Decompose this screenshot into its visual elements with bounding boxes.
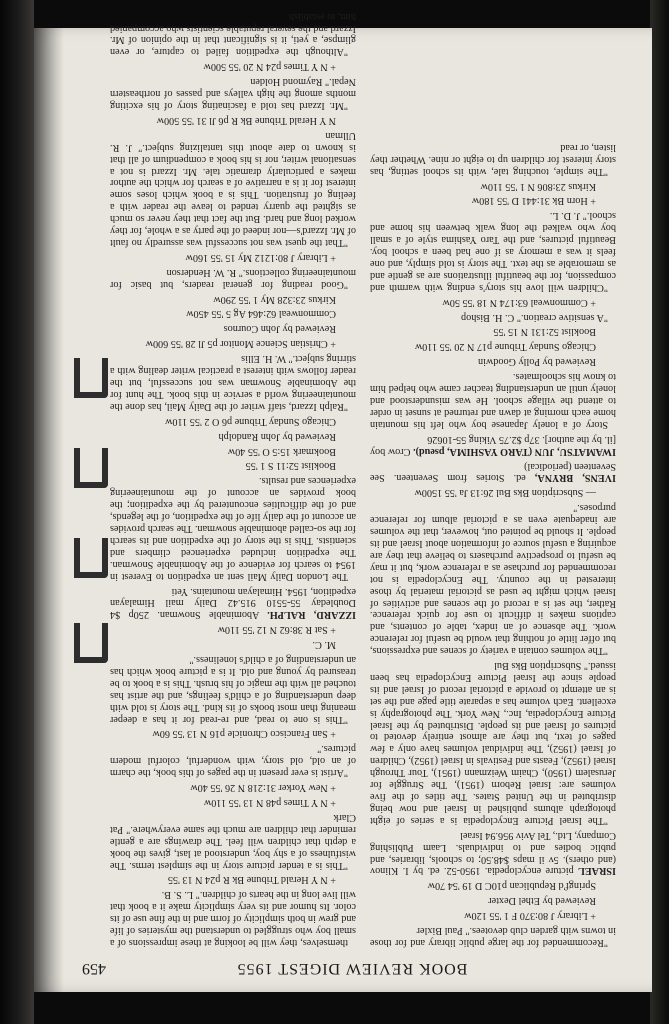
entry-text: Springf'd Republican p10C D 19 '54 70w — [427, 880, 596, 892]
entry-text: "A sensitive creation." C. H. Bishop — [461, 311, 608, 323]
entry-text: + Christian Science Monitor p5 Jl 28 '55 600w — [145, 338, 336, 350]
entry-text: "That the quest was not successful was assuredly no fault of Mr. Izzard's—nor indeed of the party as a whole, for they worked long and hard. But the fact that they never so much as sighted the quarry tended to leave the reader with a feeling of frustration. This is a book which loses some interest for it is a narrative of a search for which the author makes a particularly dramatic tale. Mr. Izzard is not a sensational writer, nor is his book a compendium of all that is known to date about this tantalizing subject." J. R. Ullman — [110, 129, 356, 248]
binding-clip-mark — [74, 538, 108, 578]
review-source — [110, 430, 356, 442]
review-source — [370, 180, 616, 192]
entry-text: M. C. — [312, 639, 336, 651]
review-source — [110, 415, 356, 427]
entry-heading: ISRAEL — [578, 865, 616, 877]
page-number: 459 — [82, 960, 106, 977]
entry-text: + Horn Bk 31:441 D '55 180w — [471, 195, 596, 207]
review-excerpt — [370, 141, 616, 177]
entry-text: + Library J 80:1212 My 15 '55 160w — [185, 251, 336, 263]
entry-text: The London Daily Mail sent an expedition to Everest in 1954 to search for evidence of the Abominable Snowman. The expedition included experienced climbers and scientists. This is the story of the expedition and its search for the so-called abominable snowman. The search provides an account of the daily life of the expedition, of the legends, and of the difficulties encountered by the expedition; the book provides an account of the mountaineering experiences and results. — [110, 475, 356, 582]
binding-clip-mark — [74, 623, 108, 663]
entry-text: Reviewed by John Cournos — [223, 323, 336, 335]
review-excerpt — [110, 811, 356, 871]
left-column — [370, 48, 616, 948]
entry-text: "The volumes contain a variety of scenes and expressions, but offer little of nothing that would be useful for reference work. The absence of an index, table of contents, and captions makes it difficult to use for quick reference. Rather, the set is a record of the scenes and activities of Israel which might be used as pictorial material by those interested in the country. The Encyclopedia is not recommended for purchase as a reference work, but it may be useful to prospective purchasers to believe that they are acquiring a useful source of information about Israel and its people. It should be pointed out, however, that the volumes are inadequate even as a pictorial album for reference purposes." — [370, 502, 616, 657]
review-source — [370, 879, 616, 891]
entry-text: Chicago Sunday Tribune p6 O 2 '55 110w — [165, 415, 336, 427]
review-source — [110, 60, 356, 72]
review-source — [110, 460, 356, 472]
book-entry — [370, 433, 616, 457]
review-source — [110, 638, 356, 650]
entry-text: ed. Stories from Seventeen. See Seventeen (periodical) — [370, 460, 616, 484]
review-source — [370, 195, 616, 207]
entry-heading: IVENS, BRYNA, — [534, 472, 616, 484]
book-entry — [370, 829, 616, 877]
review-source — [110, 796, 356, 808]
entry-text: Chicago Sunday Tribune p17 N 20 '55 110w — [414, 341, 596, 353]
margin-marks — [74, 28, 134, 992]
review-source — [110, 623, 356, 635]
review-excerpt — [110, 743, 356, 779]
entry-text: Abominable Snowman. 250p $4 Doubleday 55-5510 915.42 Daily mail Himalayan expedition, 1954. Himalayan mountains. Yeti — [110, 585, 356, 621]
review-source — [370, 909, 616, 921]
entry-text: "Artist is ever present in the pages of this book, the charm of an old, old story, with wonderful, colorful modern pictures." — [110, 743, 356, 779]
review-excerpt — [110, 653, 356, 724]
review-source — [110, 445, 356, 457]
review-excerpt — [370, 659, 616, 826]
review-source — [370, 355, 616, 367]
scan-edge — [650, 0, 669, 1024]
entry-text: + N Y Herald Tribune Bk R p24 N 13 '55 — [167, 874, 336, 886]
review-source — [110, 323, 356, 335]
book-page — [34, 10, 652, 992]
review-source — [110, 114, 356, 126]
book-entry — [370, 460, 616, 484]
review-excerpt — [110, 75, 356, 111]
right-column — [110, 10, 356, 948]
review-source — [370, 894, 616, 906]
page-header — [82, 956, 622, 980]
review-source — [110, 874, 356, 886]
review-source — [110, 308, 356, 320]
entry-text: "Ralph Izzard, staff writer of the Daily Mail, has done the mountaineering world a service in this book. The hunt for the Abominable Snowman was not successful, but the reader follows with interest a practical writer dealing with a stirring subject." W. H. Ellis — [110, 353, 356, 412]
review-source — [110, 251, 356, 263]
entry-text: picture encyclopedia. 1950-52. ed. by I. Klinov (and others). 5v il maps $48.50; to schools, libraries, and public bodies and to individuals. Laam Publishing Company, Ltd., Tel Aviv 956.94 Israel — [370, 829, 616, 877]
entry-text: N Y Herald Tribune Bk R p6 Jl 31 '55 500w — [156, 114, 336, 126]
entry-text: "Recommended for the large public library and for those in towns with garden club devotees." Paul Bixler — [370, 925, 616, 948]
binding-clip-mark — [74, 448, 108, 488]
review-excerpt — [110, 888, 356, 948]
entry-text: + N Y Times p48 N 13 '55 110w — [203, 797, 336, 809]
entry-text: + New Yorker 31:218 N 26 '55 40w — [190, 782, 336, 794]
entry-text: "This is one to read, and re-read for it has a deeper meaning than most books of its kind. The story is told with deep understanding of a child's feelings, and the artist has touched all with the magic of his brush. This is a book to be treasured by young and old. It is a picture book which has an understanding of a child's loneliness." — [110, 654, 356, 725]
entry-heading: IZZARD, RALPH. — [267, 609, 356, 621]
review-source — [110, 293, 356, 305]
entry-text: themselves, they will be looking at these impressions of a small boy who struggled to understand the mysteries of life and grew in both simplicity of form and in the fine use of its color. Its humor and its very simplicity make it a book that will live long in the hearts of children." L. S. B. — [110, 889, 356, 948]
review-source — [370, 326, 616, 338]
book-binding-shadow — [0, 0, 34, 1024]
review-excerpt — [370, 370, 616, 430]
review-source — [110, 728, 356, 740]
entry-text: Story of a lonely Japanese boy who left his mountain home each morning at dawn and returned at sunset in order to attend the village school. He was misunderstood and lonely until an understanding teacher came who helped him to know his schoolmates. — [370, 371, 616, 430]
review-excerpt — [110, 129, 356, 248]
entry-text: Reviewed by Polly Goodwin — [478, 356, 596, 368]
review-excerpt — [370, 501, 616, 656]
entry-text: Reviewed by Ethel Dexter — [488, 895, 596, 907]
review-source — [370, 486, 616, 498]
entry-heading: IWAMATSU, JUN (TARO YASHIMA, pseud). — [413, 445, 616, 457]
review-excerpt — [110, 10, 356, 58]
entry-text: Booklist 52:131 N 15 '55 — [493, 326, 596, 338]
entry-text: Booklist 52:11 S 1 '55 — [245, 460, 336, 472]
review-excerpt — [110, 266, 356, 290]
entry-text: "Mr. Izzard has told a fascinating story of his exciting months among the high valleys and passes of northeastern Nepal." Raymond Holden — [110, 76, 356, 111]
entry-text: Reviewed by John Randolph — [218, 430, 336, 442]
entry-text: + Sat R 38:62 N 12 '55 110w — [217, 624, 336, 636]
book-entry — [110, 585, 356, 621]
review-excerpt — [370, 924, 616, 948]
review-source — [110, 781, 356, 793]
review-excerpt — [370, 311, 616, 323]
entry-text: Kirkus 23:806 N 1 '55 110w — [480, 180, 596, 192]
entry-text: Bookmark 15:5 O '55 40w — [227, 445, 336, 457]
entry-text: "Good reading for general readers, but basic for mountaineering collections." R. W. Henderson — [110, 266, 356, 290]
entry-text: "The Israel Picture Encyclopedia is a series of eight photograph albums published in Israel and now being distributed in the United States. The titles of the five volumes are: Israel Reborn (1951), The Struggle for Jerusalem (1950), Chaim Weizmann (1951), Tour Through Israel (1952), Feasts and Festivals in Israel (1952), Children of Israel (1952), The individual volumes have only a few pages of text, but they are almost entirely devoted to pictures of Israel and its people. Distributed by the Israel Picture Encyclopedia, Inc., New York. The photography is excellent. Each volume has a separate title page and the set is an attempt to provide a pictorial record of Israel and its people since the Israel Picture Encyclopedia has been issued." Subscription Bks Bul — [370, 660, 616, 826]
review-source — [370, 296, 616, 308]
entry-text: + Commonweal 63:174 N 18 '55 50w — [442, 296, 596, 308]
review-excerpt — [110, 474, 356, 581]
entry-text: "Children will love his story's ending with warmth and compassion, for the beautiful illustrations are as gentle and as memorable as the text. The story is told simply, and one feels it was a memory as if one had been a school boy. Beautiful pictures, and the Taro Yashima style of a small boy who walked the long walk between his home and school." J. D. L. — [370, 210, 616, 293]
binding-clip-mark — [74, 358, 108, 398]
entry-text: Crow boy [il. by the author]. 37p $2.75 Viking 55-10626 — [369, 433, 616, 457]
review-source — [370, 341, 616, 353]
review-source — [110, 337, 356, 349]
review-excerpt — [370, 209, 616, 292]
entry-text: "This is a tender picture story in the simplest terms. The wistfulness of a shy boy, understood at last, gives the book a depth that children will feel. The drawings are a gentle reminder that children are much the same everywhere." Pat Clark — [110, 811, 356, 871]
entry-text: + Library J 80:370 F 1 '55 120w — [464, 910, 596, 922]
entry-text: "The simple, touching tale, with its school setting, has story interest for children up to eight or nine. Whether they listen, or read — [370, 141, 616, 177]
entry-text: + N Y Times p24 N 20 '55 500w — [203, 61, 336, 73]
review-excerpt — [110, 352, 356, 412]
entry-text: + San Francisco Chronicle p16 N 13 '55 60w — [152, 728, 336, 740]
running-title: BOOK REVIEW DIGEST 1955 — [236, 960, 468, 977]
entry-text: "Although the expedition failed to capture, or even glimpse, a yeti, it is significant that in the opinion of Mr. Izzard and the several reputable scientists who accompanied him, to establish — [110, 10, 356, 58]
entry-text: Kirkus 23:328 My 1 '55 290w — [213, 293, 336, 305]
entry-text: Commonweal 62:464 Ag 5 '55 450w — [186, 308, 336, 320]
entry-text: — Subscription Bks Bul 26:13 Ja '55 1500w — [414, 487, 596, 499]
